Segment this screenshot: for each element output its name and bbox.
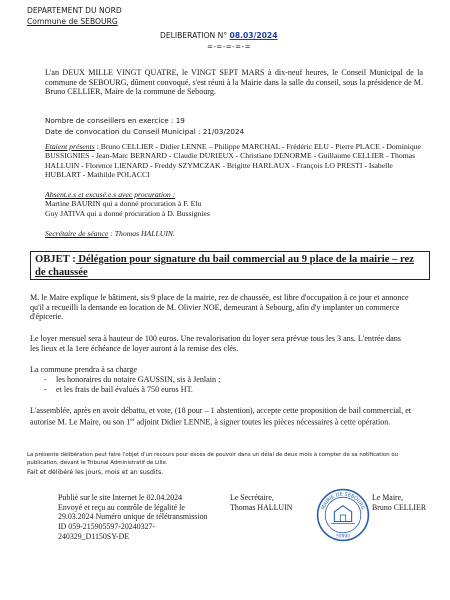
subject-box	[30, 251, 430, 280]
vote-text-b: adjoint Didier LENNE, à signer toutes les pièces nécessaires à cette opération.	[134, 417, 391, 427]
session-secretary-name: : Thomas HALLUIN.	[108, 229, 175, 238]
commune-heading: Commune de SEBOURG	[27, 17, 118, 26]
subject-text: Délégation pour signature du bail commercial au 9 place de la mairie – rez de chaussée	[35, 254, 414, 278]
deliberation-number-link[interactable]: 08.03/2024	[229, 31, 278, 40]
attendees-label: Etaient présents	[45, 142, 95, 151]
charges-list	[40, 375, 410, 394]
vote-superscript: er	[130, 416, 135, 423]
charge-item: - et les frais de bail évalués à 750 euros HT.	[56, 385, 410, 395]
charge-item: - les honoraires du notaire GAUSSIN, sis à Jenlain ;	[56, 375, 410, 385]
svg-text:MAIRIE DE SEBOURG: MAIRIE DE SEBOURG	[320, 491, 366, 511]
proxy-line-2: Guy JATIVA qui a donné procuration à D. Bussignies	[45, 209, 210, 218]
deliberation-label: DELIBERATION N°	[160, 31, 228, 40]
meeting-intro: L'an DEUX MILLE VINGT QUATRE, le VINGT SEPT MARS à dix-neuf heures, le Conseil Municipal de la commune de SEBOURG, dûment convoqué, s'est réuni à la Mairie dans la salle du conseil, sous la présidence de M. Bruno CELLIER, Maire de la commune de Sebourg.	[45, 68, 423, 97]
done-statement: Fait et délibéré les jours, mois et an susdits.	[27, 469, 164, 476]
charges-intro: La commune prendra à sa charge	[30, 365, 138, 374]
secretary-signature-block	[230, 493, 292, 512]
body-paragraph-2: Le loyer mensuel sera à hauteur de 100 euros. Une revalorisation du loyer sera prévue tous les 3 ans. L'entrée dans les lieux et la 1ere échéance de loyer auront à la remise des clés.	[30, 334, 401, 353]
mayor-title: Le Maire,	[372, 493, 404, 502]
svg-text:59990: 59990	[336, 534, 350, 540]
attendees-list: : Bruno CELLIER - Didier LENNE – Philippe MARCHAL - Frédéric ELU - Pierre PLACE - Dominique BUSSIGNIES - Jean-Marc BERNARD - Claudie DURIEUX - Christiane DENORME - Guillaume CELLIER - Thomas HALLUIN - Florence LIENARD - Freddy SZYMCZAK - Brigitte HARLAUX - François LO PRESTI - Isabelle HUBLART - Mathilde POLACCI	[45, 142, 421, 180]
proxy-line-1: Martine BAURIN qui a donné procuration à F. Elu	[45, 199, 202, 208]
mayor-name: Bruno CELLIER	[372, 502, 427, 512]
mayor-signature-block	[372, 493, 426, 512]
deliberation-number-line	[160, 31, 277, 40]
body-paragraph-1: M. le Maire explique le bâtiment, sis 9 place de la mairie, rez de chaussée, est libre d'occupation à ce jour et annonce qu'il a recueilli la demande en location de M. Olivier NOE, demeurant à Sebourg, afin d'y implanter un commerce d'épicerie.	[30, 293, 409, 322]
town-hall-seal	[316, 488, 370, 542]
appeal-notice: La présente délibération peut faire l'objet d'un recours pour excès de pouvoir dans un délai de deux mois à compter de sa notification ou publication, devant le Tribunal Administratif de Lille.	[27, 452, 399, 466]
vote-paragraph	[30, 406, 415, 427]
councillors-count: Nombre de conseillers en exercice : 19	[45, 116, 185, 125]
attendees-paragraph	[45, 142, 423, 180]
absents-label: Absent.e.s et excusé.e.s avec procuration :	[45, 190, 176, 199]
convocation-date: Date de convocation du Conseil Municipal : 21/03/2024	[45, 127, 245, 136]
subject-label: OBJET :	[35, 254, 76, 265]
session-secretary-label: Secrétaire de séance	[45, 229, 109, 238]
publication-info: Publié sur le site Internet le 02.04.2024 Envoyé et reçu au contrôle de légalité le 29.03.2024 Numéro unique de télétransmission ID 059-215905597-20240327-240329_D1150SY-DE	[58, 493, 208, 541]
secretary-name: Thomas HALLUIN	[230, 502, 293, 512]
header-separator: =-=-=-=-=	[207, 43, 251, 51]
session-secretary	[45, 229, 175, 239]
vote-text-a: L'assemblée, après en avoir débattu, et vote, (18 pour – 1 abstention), accepte cette proposition de bail commercial, et autorise M. Le Maire, ou son 1	[30, 406, 412, 427]
secretary-title: Le Secrétaire,	[230, 493, 274, 502]
department-heading: DEPARTEMENT DU NORD	[27, 6, 122, 15]
